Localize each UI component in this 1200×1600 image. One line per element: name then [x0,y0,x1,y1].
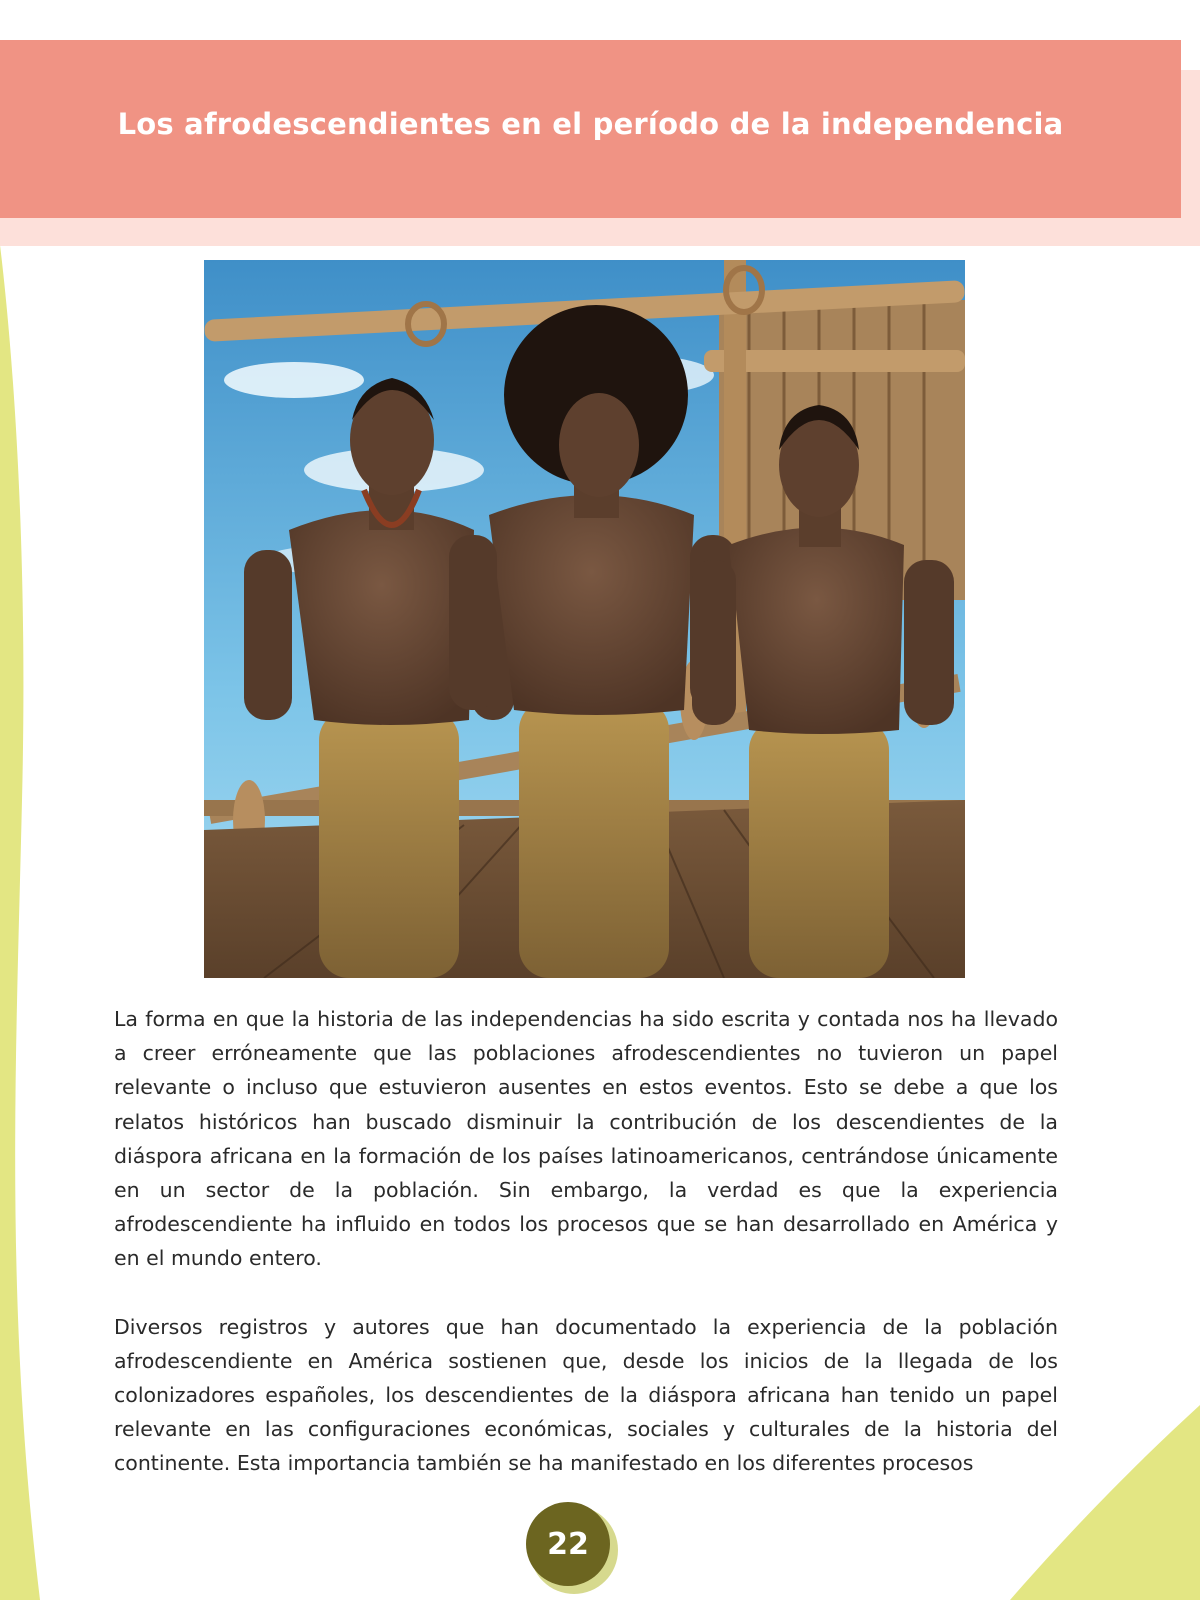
paragraph-2: Diversos registros y autores que han documentado la experiencia de la población afrodescendiente en América sostienen que, desde los inicios de la llegada de los colonizadores españoles, los descendientes de la diáspora africana han tenido un papel relevante en las configuraciones económicas, sociales y culturales de la historia del continente. Esta importancia también se ha manifestado en los diferentes procesos [114,1314,1058,1476]
page-title: Los afrodescendientes en el período de la independencia [117,107,1064,141]
page-number-badge [526,1502,616,1592]
header-band [0,40,1181,218]
left-green-blob [0,245,40,1600]
ship-deck-illustration [204,260,965,978]
body-text [114,1002,1058,1515]
paragraph-1: La forma en que la historia de las independencias ha sido escrita y contada nos ha llevado a creer erróneamente que las poblaciones afrodescendientes no tuvieron un papel relevante o incluso que estuvieron ausentes en estos eventos. Esto se debe a que los relatos históricos han buscado disminuir la contribución de los descendientes de la diáspora africana en la formación de los países latinoamericanos, centrándose únicamente en un sector de la población. Sin embargo, la verdad es que la experiencia afrodescendiente ha influido en todos los procesos que se han desarrollado en América y en el mundo entero. [114,1007,1058,1271]
page-number: 22 [547,1526,589,1562]
page-badge-disc [526,1502,610,1586]
